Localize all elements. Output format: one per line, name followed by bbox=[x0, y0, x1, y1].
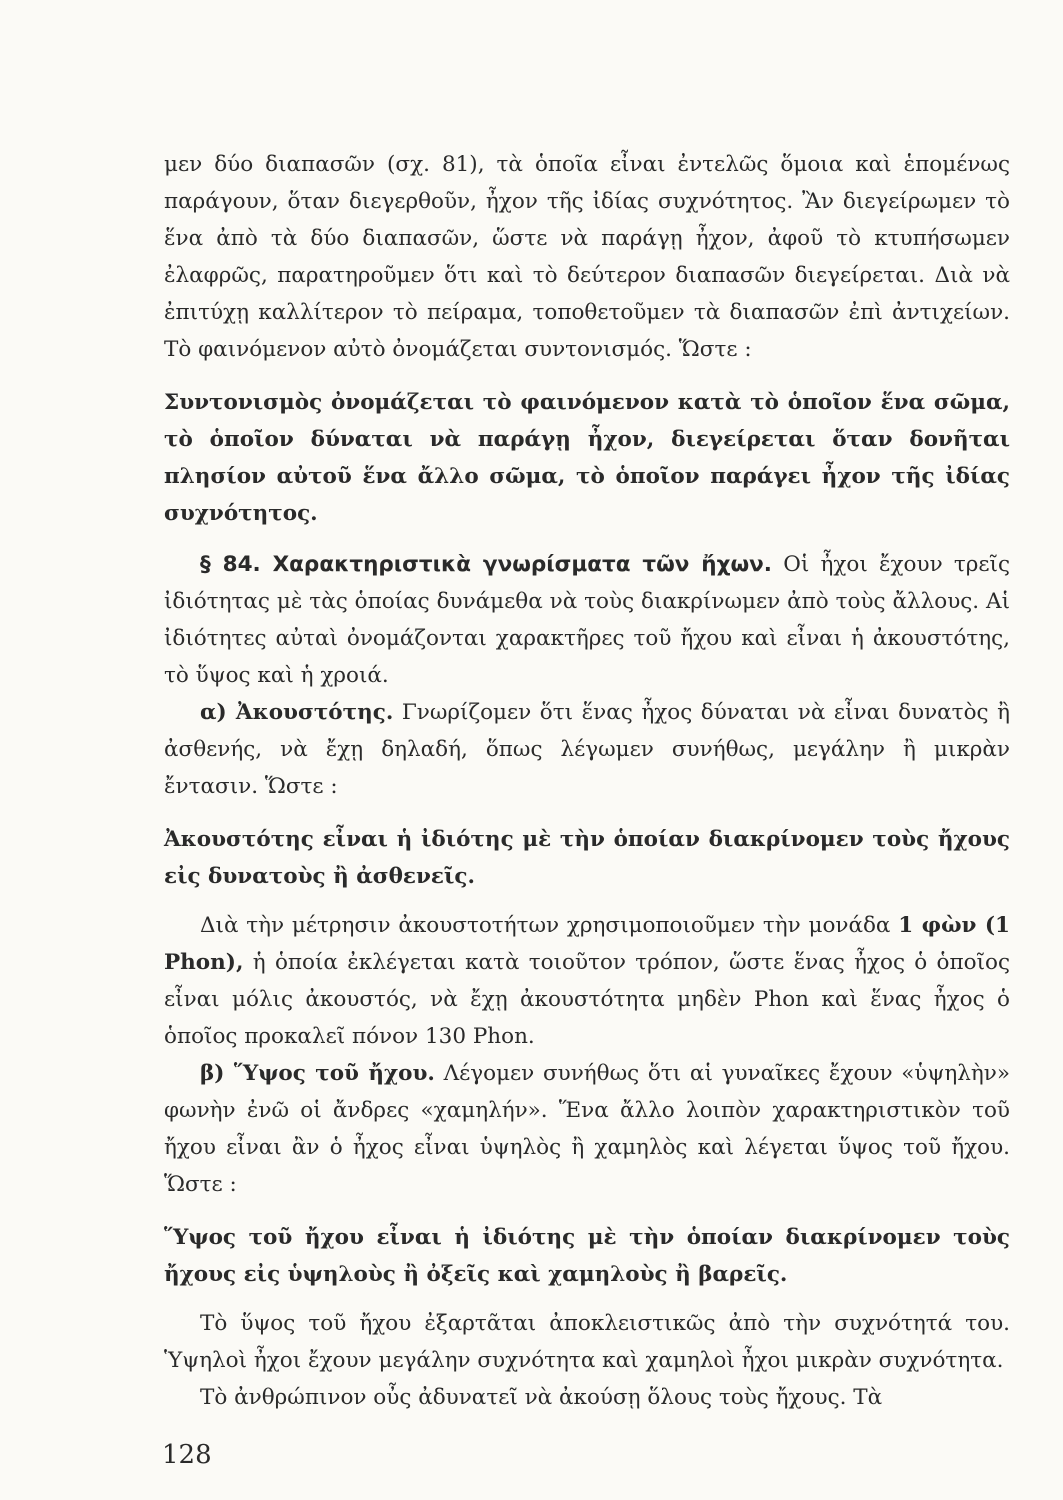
subsection-pitch-body: Λέγομεν συνήθως ὅτι αἱ γυναῖκες ἔχουν «ὑψηλὴν» φωνὴν ἐνῶ οἱ ἄνδρες «χαμηλήν». Ἕνα ἄλλο λοιπὸν χαρακτηριστικὸν τοῦ ἤχου εἶναι ἂν ὁ ἦχος εἶναι ὑψηλὸς ἢ χαμηλὸς καὶ λέγεται ὕψος τοῦ ἤχου. Ὥστε : bbox=[164, 1061, 1010, 1197]
page-body bbox=[164, 146, 1010, 1416]
definition-loudness: Ἀκουστότης εἶναι ἡ ἰδιότης μὲ τὴν ὁποίαν διακρίνομεν τοὺς ἤχους εἰς δυνατοὺς ἢ ἀσθενεῖς. bbox=[164, 827, 1010, 889]
definition-pitch: Ὕψος τοῦ ἤχου εἶναι ἡ ἰδιότης μὲ τὴν ὁποίαν διακρίνομεν τοὺς ἤχους εἰς ὑψηλοὺς ἢ ὀξεῖς καὶ χαμηλοὺς ἢ βαρεῖς. bbox=[164, 1225, 1010, 1287]
subsection-loudness-heading: α) Ἀκουστότης. bbox=[200, 700, 394, 725]
section-84 bbox=[164, 546, 1010, 694]
paragraph-frequency: Τὸ ὕψος τοῦ ἤχου ἐξαρτᾶται ἀποκλειστικῶς ἀπὸ τὴν συχνότητά του. Ὑψηλοὶ ἦχοι ἔχουν μεγάλην συχνότητα καὶ χαμηλοὶ ἦχοι μικρὰν συχνότητα. bbox=[164, 1311, 1010, 1373]
phon-unit: 1 φὼν (1 Phon), bbox=[164, 913, 1010, 975]
page-number: 128 bbox=[162, 1440, 212, 1470]
paragraph-phon-start: Διὰ τὴν μέτρησιν ἀκουστοτήτων χρησιμοποιοῦμεν τὴν μονάδα bbox=[200, 913, 891, 938]
subsection-loudness-body: Γνωρίζομεν ὅτι ἕνας ἦχος δύναται νὰ εἶναι δυνατὸς ἢ ἀσθενής, νὰ ἔχῃ δηλαδή, ὅπως λέγωμεν συνήθως, μεγάλην ἢ μικρὰν ἔντασιν. Ὥστε : bbox=[164, 700, 1010, 799]
paragraph-resonance-intro: μεν δύο διαπασῶν (σχ. 81), τὰ ὁποῖα εἶναι ἐντελῶς ὅμοια καὶ ἑπομένως παράγουν, ὅταν διεγερθοῦν, ἦχον τῆς ἰδίας συχνότητος. Ἂν διεγείρωμεν τὸ ἕνα ἀπὸ τὰ δύο διαπασῶν, ὥστε νὰ παράγῃ ἦχον, ἀφοῦ τὸ κτυπήσωμεν ἐλαφρῶς, παρατηροῦμεν ὅτι καὶ τὸ δεύτερον διαπασῶν διεγείρεται. Διὰ νὰ ἐπιτύχῃ καλλίτερον τὸ πείραμα, τοποθετοῦμεν τὰ διαπασῶν ἐπὶ ἀντιχείων. Τὸ φαινόμενον αὐτὸ ὀνομάζεται συντονισμός. Ὥστε : bbox=[164, 152, 1010, 362]
section-84-body: Οἱ ἦχοι ἔχουν τρεῖς ἰδιότητας μὲ τὰς ὁποίας δυνάμεθα νὰ τοὺς διακρίνωμεν ἀπὸ τοὺς ἄλλους. Αἱ ἰδιότητες αὐταὶ ὀνομάζονται χαρακτῆρες τοῦ ἤχου καὶ εἶναι ἡ ἀκουστότης, τὸ ὕψος καὶ ἡ χροιά. bbox=[164, 552, 1010, 688]
definition-resonance: Συντονισμὸς ὀνομάζεται τὸ φαινόμενον κατὰ τὸ ὁποῖον ἕνα σῶμα, τὸ ὁποῖον δύναται νὰ παράγῃ ἦχον, διεγείρεται ὅταν δονῆται πλησίον αὐτοῦ ἕνα ἄλλο σῶμα, τὸ ὁποῖον παράγει ἦχον τῆς ἰδίας συχνότητος. bbox=[164, 390, 1010, 526]
paragraph-phon-end: ἡ ὁποία ἐκλέγεται κατὰ τοιοῦτον τρόπον, ὥστε ἕνας ἦχος ὁ ὁποῖος εἶναι μόλις ἀκουστός, νὰ ἔχῃ ἀκουστότητα μηδὲν Phon καὶ ἕνας ἦχος ὁ ὁποῖος προκαλεῖ πόνον 130 Phon. bbox=[164, 950, 1010, 1049]
paragraph-phon bbox=[164, 907, 1010, 1055]
section-84-heading: § 84. Χαρακτηριστικὰ γνωρίσματα τῶν ἤχων. bbox=[200, 552, 772, 577]
subsection-loudness bbox=[164, 694, 1010, 805]
subsection-pitch bbox=[164, 1055, 1010, 1203]
paragraph-human-ear: Τὸ ἀνθρώπινον οὖς ἀδυνατεῖ νὰ ἀκούσῃ ὅλους τοὺς ἤχους. Τὰ bbox=[200, 1385, 883, 1410]
subsection-pitch-heading: β) Ὕψος τοῦ ἤχου. bbox=[200, 1061, 435, 1086]
